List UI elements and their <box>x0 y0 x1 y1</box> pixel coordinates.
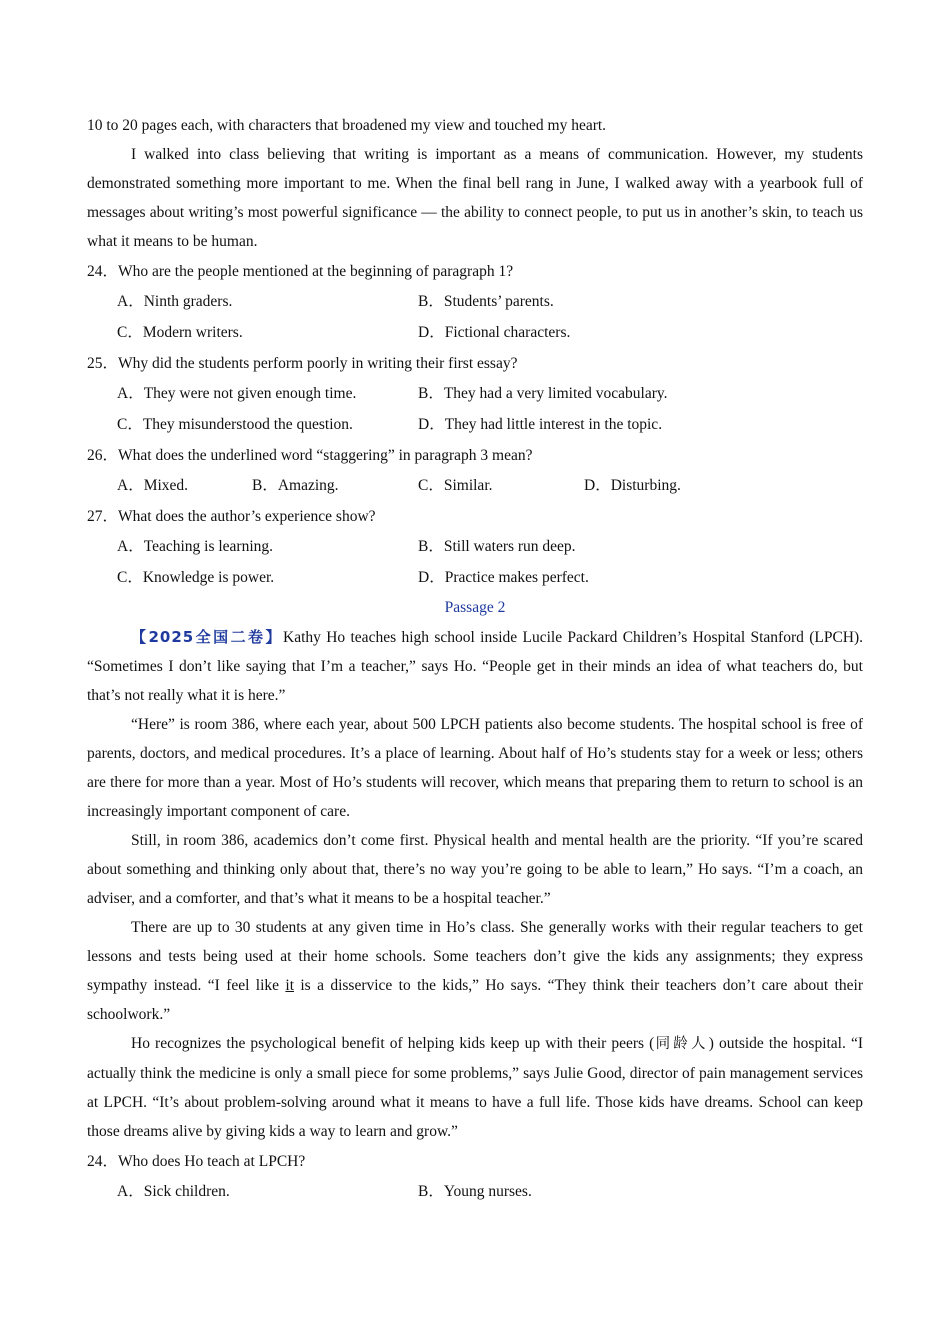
source-tag: 【2025全国二卷】 <box>131 628 283 646</box>
question-26-options <box>87 470 863 501</box>
passage2-p1-text: Kathy Ho teaches high school inside Lucile Packard Children’s Hospital Stanford (LPCH). “Sometimes I don’t like saying that I’m a teacher,” says Ho. “People get in their minds an idea of what teachers do, but that’s not really what it is here.” <box>87 629 864 704</box>
option-d: D．They had little interest in the topic. <box>418 416 663 433</box>
question-25-options <box>87 378 863 440</box>
question-p2-24-options <box>87 1176 863 1207</box>
option-b: B．Students’ parents. <box>418 293 554 310</box>
option-d: D．Practice makes perfect. <box>418 569 589 586</box>
option-a: A．Ninth graders. <box>117 293 233 310</box>
option-c: C．They misunderstood the question. <box>117 416 353 433</box>
option-c: C．Modern writers. <box>117 324 243 341</box>
question-26-stem: 26．What does the underlined word “staggering” in paragraph 3 mean? <box>87 447 533 464</box>
option-d: D．Fictional characters. <box>418 324 571 341</box>
document-page <box>87 111 863 1207</box>
question-25-stem: 25．Why did the students perform poorly in writing their first essay? <box>87 355 518 372</box>
option-b: B．Young nurses. <box>418 1183 532 1200</box>
option-b: B．Amazing. <box>252 477 339 494</box>
passage2-paragraph-5: Ho recognizes the psychological benefit of helping kids keep up with their peers (同龄人) outside the hospital. “I actually think the medicine is only a small piece for some problems,” says Julie Good, director of pain management services at LPCH. “It’s about problem-solving around what it means to have a full life. Those kids have dreams. School can keep those dreams alive by giving kids a way to learn and grow.” <box>87 1035 864 1140</box>
option-d: D．Disturbing. <box>584 477 681 494</box>
option-a: A．Teaching is learning. <box>117 538 274 555</box>
passage2-paragraph-2: “Here” is room 386, where each year, about 500 LPCH patients also become students. The hospital school is free of parents, doctors, and medical procedures. It’s a place of learning. About half of Ho’s students stay for a week or less; others are there for more than a year. Most of Ho’s students will recover, which means that preparing them to return to school is an increasingly important component of care. <box>87 716 863 820</box>
question-27-stem: 27．What does the author’s experience show? <box>87 508 376 525</box>
passage2-paragraph-3: Still, in room 386, academics don’t come first. Physical health and mental health are the priority. “If you’re scared about something and thinking only about that, there’s no way you’re going to be able to learn,” Ho says. “I’m a coach, an adviser, and a comforter, and that’s what it means to be a hospital teacher.” <box>87 832 863 907</box>
option-a: A．Mixed. <box>117 477 189 494</box>
option-b: B．Still waters run deep. <box>418 538 576 555</box>
passage1-paragraph-tail: 10 to 20 pages each, with characters that broadened my view and touched my heart. <box>87 117 607 134</box>
question-p2-24-stem: 24．Who does Ho teach at LPCH? <box>87 1153 306 1170</box>
option-c: C．Knowledge is power. <box>117 569 275 586</box>
option-b: B．They had a very limited vocabulary. <box>418 385 668 402</box>
option-c: C．Similar. <box>418 477 493 494</box>
passage2-paragraph-1 <box>87 623 863 710</box>
passage1-paragraph-final: I walked into class believing that writing is important as a means of communication. However, my students demonstrated something more important to me. When the final bell rang in June, I walked away with a yearbook full of messages about writing’s most powerful significance — the ability to connect people, to put us in another’s skin, to teach us what it means to be human. <box>87 146 863 250</box>
passage2-paragraph-4: There are up to 30 students at any given time in Ho’s class. She generally works with their regular teachers to get lessons and tests being used at their home schools. Some teachers don’t give the kids any assignments; they express sympathy instead. “I feel like it is a disservice to the kids,” Ho says. “They think their teachers don’t care about their schoolwork.” <box>87 919 863 1023</box>
option-a: A．They were not given enough time. <box>117 385 357 402</box>
question-27-options <box>87 531 863 593</box>
question-24-stem: 24．Who are the people mentioned at the beginning of paragraph 1? <box>87 263 514 280</box>
underlined-word: it <box>285 977 295 994</box>
option-a: A．Sick children. <box>117 1183 230 1200</box>
passage2-title: Passage 2 <box>444 599 506 616</box>
chinese-gloss: 同龄人 <box>654 1036 709 1052</box>
question-24-options <box>87 286 863 348</box>
